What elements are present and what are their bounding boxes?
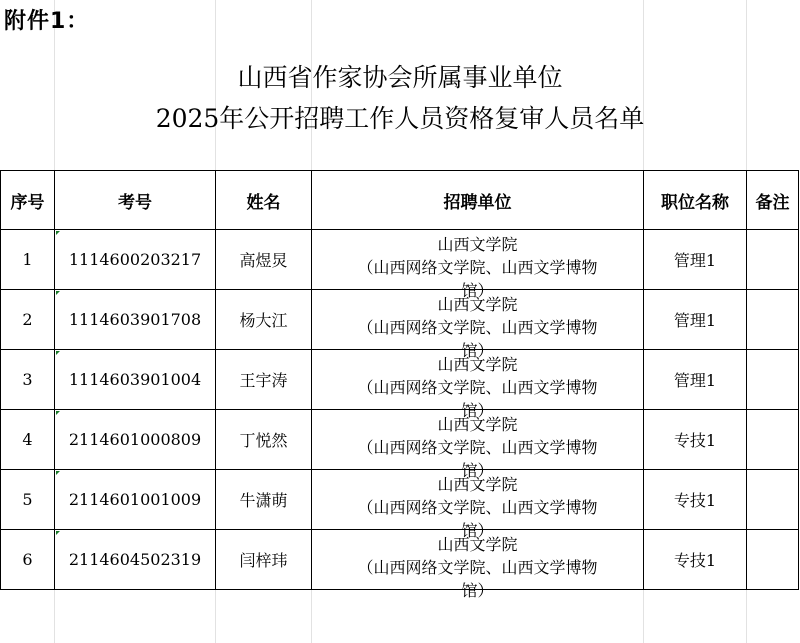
cell-remark[interactable]: [747, 230, 799, 290]
cell-remark[interactable]: [747, 410, 799, 470]
cell-seq[interactable]: 3: [1, 350, 55, 410]
header-unit[interactable]: 招聘单位: [312, 171, 644, 230]
cell-remark[interactable]: [747, 350, 799, 410]
attachment-label: 附件1：: [4, 9, 90, 34]
cell-unit[interactable]: [312, 410, 644, 480]
unit-line: 山西文学院: [437, 475, 518, 494]
unit-line: 馆）: [461, 581, 494, 600]
unit-line: （山西网络文学院、山西文学博物: [357, 318, 598, 337]
unit-line: （山西网络文学院、山西文学博物: [357, 498, 598, 517]
table-row: [1, 230, 799, 290]
header-exam-no[interactable]: 考号: [55, 171, 216, 230]
cell-exam-no[interactable]: [55, 410, 216, 470]
unit-line: 山西文学院: [437, 355, 518, 374]
exam-no-text: 1114600203217: [68, 250, 202, 269]
cell-position[interactable]: 专技1: [644, 410, 747, 470]
cell-note-marker: [56, 531, 60, 535]
cell-name[interactable]: 王宇涛: [216, 350, 312, 410]
cell-name[interactable]: 丁悦然: [216, 410, 312, 470]
unit-line: （山西网络文学院、山西文学博物: [357, 258, 598, 277]
unit-line: （山西网络文学院、山西文学博物: [357, 438, 598, 457]
candidate-table: [0, 170, 799, 600]
header-remark[interactable]: 备注: [747, 171, 799, 230]
unit-line: 馆）: [461, 461, 494, 480]
cell-unit[interactable]: [312, 290, 644, 360]
cell-exam-no[interactable]: [55, 290, 216, 350]
table-row: [1, 470, 799, 530]
cell-remark[interactable]: [747, 530, 799, 590]
exam-no-text: 2114601000809: [68, 430, 202, 449]
exam-no-text: 2114601001009: [68, 490, 202, 509]
cell-position[interactable]: 专技1: [644, 470, 747, 530]
cell-remark[interactable]: [747, 470, 799, 530]
unit-line: 馆）: [461, 341, 494, 360]
page-title-line2: 2025年公开招聘工作人员资格复审人员名单: [155, 104, 645, 133]
cell-exam-no[interactable]: [55, 470, 216, 530]
cell-exam-no[interactable]: [55, 230, 216, 290]
cell-position[interactable]: 管理1: [644, 350, 747, 410]
header-name[interactable]: 姓名: [216, 171, 312, 230]
cell-seq[interactable]: 5: [1, 470, 55, 530]
cell-seq[interactable]: 4: [1, 410, 55, 470]
cell-remark[interactable]: [747, 290, 799, 350]
table-row: [1, 290, 799, 350]
table-row: [1, 530, 799, 590]
header-position[interactable]: 职位名称: [644, 171, 747, 230]
cell-unit[interactable]: [312, 530, 644, 600]
table-row: [1, 350, 799, 410]
exam-no-text: 1114603901708: [68, 310, 202, 329]
cell-seq[interactable]: 1: [1, 230, 55, 290]
cell-note-marker: [56, 411, 60, 415]
cell-note-marker: [56, 231, 60, 235]
cell-name[interactable]: 杨大江: [216, 290, 312, 350]
cell-unit[interactable]: [312, 230, 644, 300]
cell-name[interactable]: 高煜炅: [216, 230, 312, 290]
cell-name[interactable]: 闫梓玮: [216, 530, 312, 590]
cell-name[interactable]: 牛潇萌: [216, 470, 312, 530]
cell-position[interactable]: 专技1: [644, 530, 747, 590]
unit-line: 山西文学院: [437, 535, 518, 554]
cell-note-marker: [56, 471, 60, 475]
table-header-row: [1, 171, 799, 230]
unit-line: 馆）: [461, 401, 494, 420]
cell-position[interactable]: 管理1: [644, 290, 747, 350]
cell-note-marker: [56, 291, 60, 295]
page-title-line1: 山西省作家协会所属事业单位: [237, 63, 563, 92]
table-row: [1, 410, 799, 470]
unit-line: 山西文学院: [437, 415, 518, 434]
unit-line: （山西网络文学院、山西文学博物: [357, 378, 598, 397]
unit-line: 馆）: [461, 521, 494, 540]
cell-exam-no[interactable]: [55, 350, 216, 410]
cell-position[interactable]: 管理1: [644, 230, 747, 290]
cell-exam-no[interactable]: [55, 530, 216, 590]
unit-line: （山西网络文学院、山西文学博物: [357, 558, 598, 577]
exam-no-text: 1114603901004: [68, 370, 202, 389]
header-seq[interactable]: 序号: [1, 171, 55, 230]
unit-line: 馆）: [461, 281, 494, 300]
cell-unit[interactable]: [312, 470, 644, 540]
unit-line: 山西文学院: [437, 235, 518, 254]
unit-line: 山西文学院: [437, 295, 518, 314]
cell-seq[interactable]: 2: [1, 290, 55, 350]
cell-seq[interactable]: 6: [1, 530, 55, 590]
cell-unit[interactable]: [312, 350, 644, 420]
exam-no-text: 2114604502319: [68, 550, 202, 569]
cell-note-marker: [56, 351, 60, 355]
